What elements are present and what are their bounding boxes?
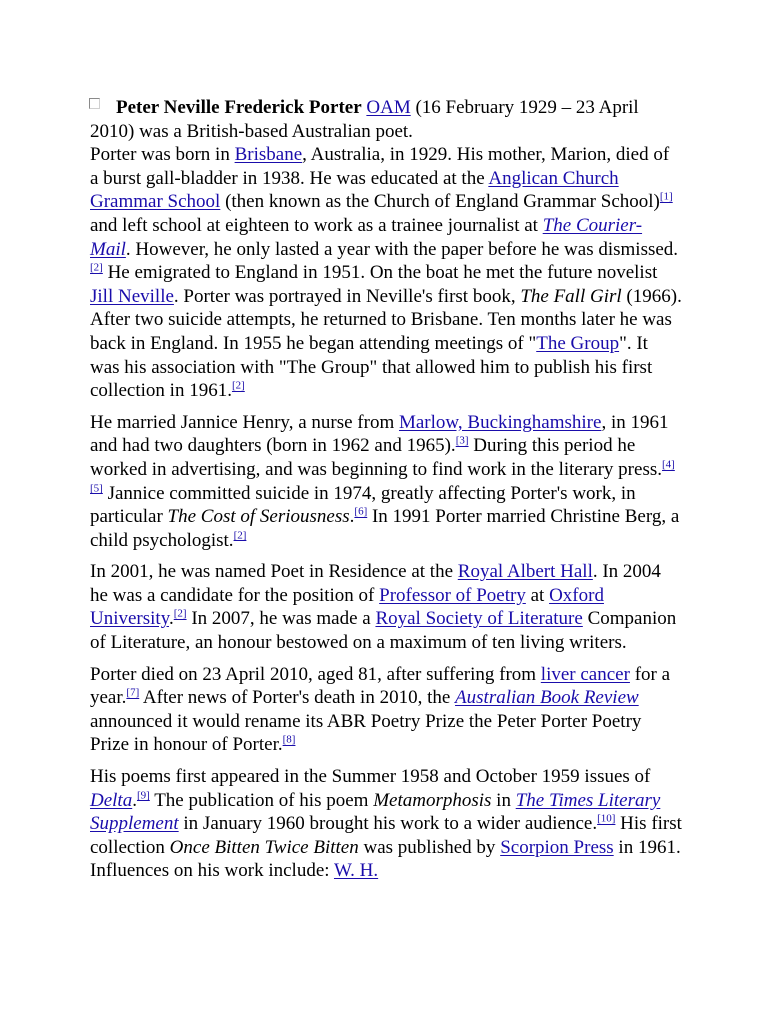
link-royal-society-of-literature[interactable]: Royal Society of Literature: [375, 608, 583, 630]
link-w-h-auden[interactable]: W. H.: [333, 860, 379, 882]
subject-name: Peter Neville Frederick Porter: [116, 97, 362, 118]
book-title-fall-girl: The Fall Girl: [520, 285, 622, 307]
link-jill-neville[interactable]: Jill Neville: [90, 285, 174, 307]
citation-2[interactable]: [2]: [231, 379, 245, 392]
citation-1[interactable]: [1]: [659, 191, 673, 204]
book-title-once-bitten: Once Bitten Twice Bitten: [169, 836, 359, 858]
poem-title-metamorphosis: Metamorphosis: [373, 789, 492, 811]
works-paragraph: His poems first appeared in the Summer 1958 and October 1959 issues of Delta.[9] The publication of his poem Metamorphosis in The Times Literary Supplement in January 1960 brought his work to a wider audience.[10] His first collection Once Bitten Twice Bitten was published by Scorpion Press in 1961. Influences on his work include: W. H.: [90, 766, 682, 882]
citation-9[interactable]: [9]: [136, 789, 150, 802]
link-delta[interactable]: Delta: [90, 789, 133, 811]
article-body: [90, 96, 682, 891]
citation-2[interactable]: [2]: [90, 261, 103, 274]
link-liver-cancer[interactable]: liver cancer: [540, 663, 630, 685]
link-courier-mail[interactable]: The Courier-Mail: [90, 214, 643, 260]
link-marlow-buckinghamshire[interactable]: Marlow, Buckinghamshire: [398, 411, 602, 433]
link-scorpion-press[interactable]: Scorpion Press: [500, 836, 614, 858]
link-royal-albert-hall[interactable]: Royal Albert Hall: [457, 561, 593, 583]
link-times-literary-supplement[interactable]: The Times Literary Supplement: [90, 789, 661, 835]
link-brisbane[interactable]: Brisbane: [234, 144, 303, 166]
citation-2[interactable]: [2]: [173, 608, 187, 621]
marriage-paragraph: He married Jannice Henry, a nurse from Marlow, Buckinghamshire, in 1961 and had two daughters (born in 1962 and 1965).[3] During this period he worked in advertising, and was beginning to find work in the literary press.[4][5] Jannice committed suicide in 1974, greatly affecting Porter's work, in particular The Cost of Seriousness.[6] In 1991 Porter married Christine Berg, a child psychologist.[2]: [90, 411, 680, 551]
citation-5[interactable]: [5]: [90, 482, 103, 495]
citation-7[interactable]: [7]: [126, 686, 140, 699]
death-paragraph: Porter died on 23 April 2010, aged 81, after suffering from liver cancer for a year.[7] After news of Porter's death in 2010, the Australian Book Review announced it would rename its ABR Poetry Prize the Peter Porter Poetry Prize in honour of Porter.[8]: [90, 663, 671, 756]
early-life-paragraph: Porter was born in Brisbane, Australia, in 1929. His mother, Marion, died of a burst gall-bladder in 1938. He was educated at the Anglican Church Grammar School (then known as the Church of England Grammar School)[1] and left school at eighteen to work as a trainee journalist at The Courier-Mail. However, he only lasted a year with the paper before he was dismissed.[2] He emigrated to England in 1951. On the boat he met the future novelist Jill Neville. Porter was portrayed in Neville's first book, The Fall Girl (1966). After two suicide attempts, he returned to Brisbane. Ten months later he was back in England. In 1955 he began attending meetings of "The Group". It was his association with "The Group" that allowed him to publish his first collection in 1961.[2]: [90, 144, 682, 402]
citation-4[interactable]: [4]: [662, 458, 675, 471]
link-professor-of-poetry[interactable]: Professor of Poetry: [379, 584, 526, 606]
citation-8[interactable]: [8]: [282, 734, 296, 747]
citation-6[interactable]: [6]: [354, 505, 368, 518]
citation-10[interactable]: [10]: [597, 812, 616, 825]
citation-3[interactable]: [3]: [455, 434, 469, 447]
link-the-group[interactable]: The Group: [536, 332, 620, 354]
link-anglican-church-grammar-school[interactable]: Anglican Church Grammar School: [90, 167, 619, 213]
link-oxford-university[interactable]: Oxford University: [90, 584, 604, 630]
citation-2[interactable]: [2]: [233, 529, 247, 542]
broken-image-icon: [89, 98, 100, 109]
honours-paragraph: In 2001, he was named Poet in Residence at the Royal Albert Hall. In 2004 he was a candidate for the position of Professor of Poetry at Oxford University.[2] In 2007, he was made a Royal Society of Literature Companion of Literature, an honour bestowed on a maximum of ten living writers.: [90, 561, 677, 654]
link-oam[interactable]: OAM: [366, 97, 411, 118]
book-title-cost-of-seriousness: The Cost of Seriousness: [167, 506, 350, 528]
link-australian-book-review[interactable]: Australian Book Review: [455, 687, 639, 709]
intro-paragraph: Peter Neville Frederick Porter OAM (16 February 1929 – 23 April 2010) was a British-based Australian poet.: [90, 97, 639, 142]
